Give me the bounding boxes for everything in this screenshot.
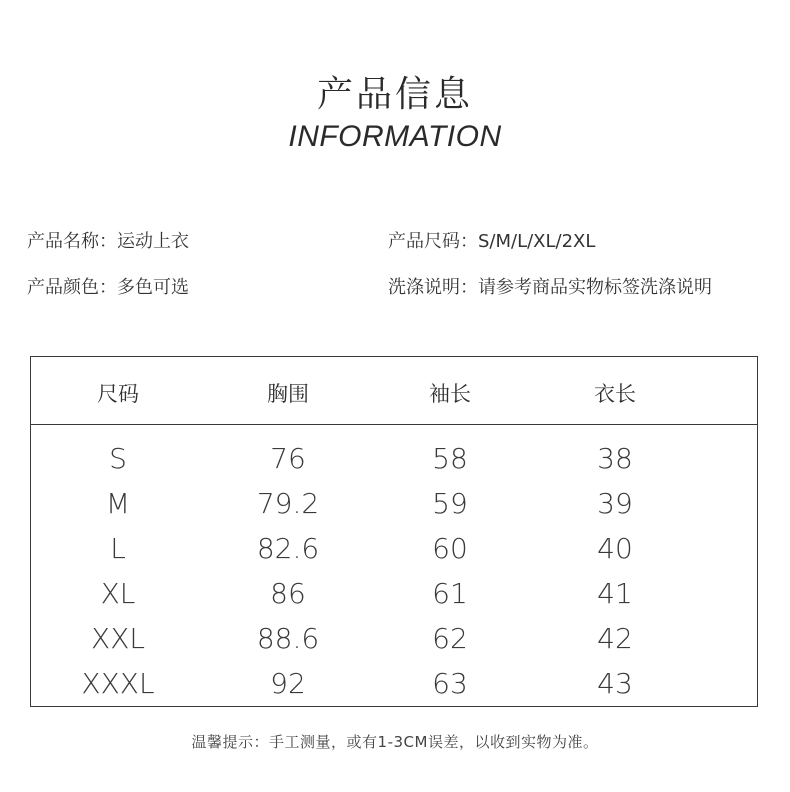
table-header (31, 357, 757, 425)
sleeve-cell: 62 (432, 622, 468, 655)
size-cell: L (110, 532, 126, 565)
sleeve-cell: 59 (432, 487, 468, 520)
sleeve-cell: 60 (432, 532, 468, 565)
product-color-info: 产品颜色：多色可选 (27, 277, 189, 298)
chest-cell: 92 (270, 667, 306, 700)
size-cell: XXXL (81, 667, 155, 700)
column-header-length: 衣长 (594, 382, 636, 406)
length-cell: 41 (597, 577, 633, 610)
table-row (31, 486, 757, 531)
chest-cell: 88.6 (256, 622, 320, 655)
size-cell: M (105, 487, 131, 520)
sleeve-cell: 58 (432, 442, 468, 475)
size-cell: S (109, 442, 127, 475)
chest-cell: 82.6 (256, 532, 320, 565)
table-row (31, 666, 757, 711)
page-subtitle: INFORMATION (288, 120, 502, 153)
table-row (31, 441, 757, 486)
sleeve-cell: 61 (432, 577, 468, 610)
table-row (31, 531, 757, 576)
page-title: 产品信息 (316, 74, 473, 115)
size-table (30, 356, 758, 707)
chest-cell: 86 (270, 577, 306, 610)
product-size-info: 产品尺码：S/M/L/XL/2XL (388, 231, 596, 252)
chest-cell: 79.2 (256, 487, 320, 520)
column-header-size: 尺码 (97, 382, 139, 406)
footer-note: 温馨提示：手工测量，或有1-3CM误差，以收到实物为准。 (191, 733, 599, 751)
size-cell: XL (100, 577, 136, 610)
length-cell: 40 (597, 532, 633, 565)
length-cell: 38 (597, 442, 633, 475)
table-row (31, 621, 757, 666)
length-cell: 42 (597, 622, 633, 655)
column-header-chest: 胸围 (267, 382, 309, 406)
sleeve-cell: 63 (432, 667, 468, 700)
column-header-sleeve: 袖长 (429, 382, 471, 406)
product-name-info: 产品名称：运动上衣 (27, 231, 189, 252)
product-wash-info: 洗涤说明：请参考商品实物标签洗涤说明 (388, 277, 712, 298)
length-cell: 43 (597, 667, 633, 700)
length-cell: 39 (597, 487, 633, 520)
chest-cell: 76 (270, 442, 306, 475)
table-row (31, 576, 757, 621)
size-cell: XXL (91, 622, 145, 655)
